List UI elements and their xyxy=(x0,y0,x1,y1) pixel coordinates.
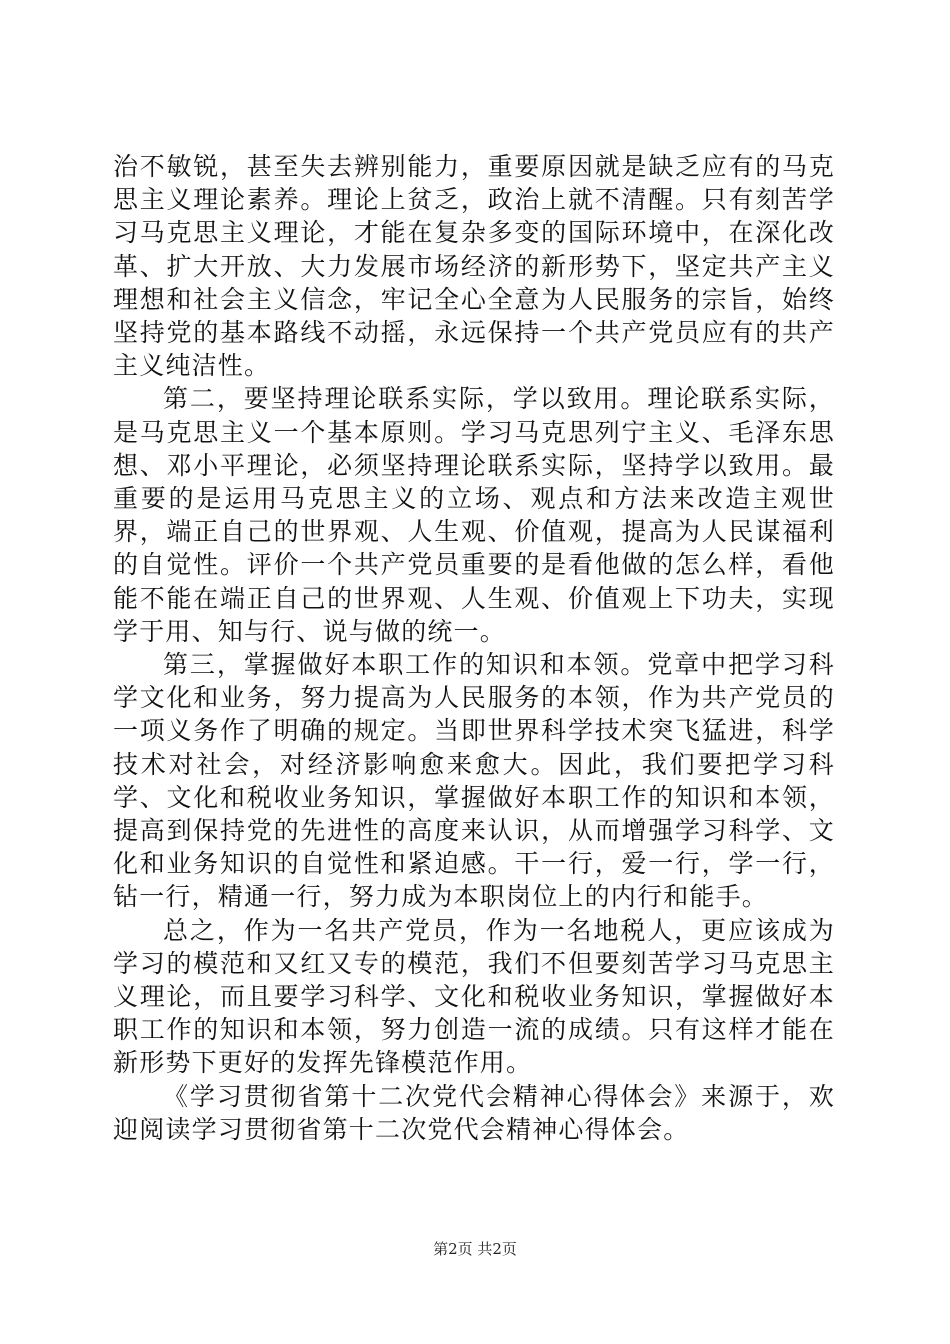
paragraph-2: 第二，要坚持理论联系实际，学以致用。理论联系实际，是马克思主义一个基本原则。学习马克思列宁主义、毛泽东思想、邓小平理论，必须坚持理论联系实际，坚持学以致用。最重要的是运用马克思主义的立场、观点和方法来改造主观世界，端正自己的世界观、人生观、价值观，提高为人民谋福利的自觉性。评价一个共产党员重要的是看他做的怎么样，看他能不能在端正自己的世界观、人生观、价值观上下功夫，实现学于用、知与行、说与做的统一。 xyxy=(113,384,835,646)
paragraph-1: 治不敏锐，甚至失去辨别能力，重要原因就是缺乏应有的马克思主义理论素养。理论上贫乏，政治上就不清醒。只有刻苦学习马克思主义理论，才能在复杂多变的国际环境中，在深化改革、扩大开放、大力发展市场经济的新形势下，坚定共产主义理想和社会主义信念，牢记全心全意为人民服务的宗旨，始终坚持党的基本路线不动摇，永远保持一个共产党员应有的共产主义纯洁性。 xyxy=(113,152,835,381)
paragraph-5: 《学习贯彻省第十二次党代会精神心得体会》来源于，欢迎阅读学习贯彻省第十二次党代会精神心得体会。 xyxy=(113,1081,835,1144)
paragraph-3: 第三，掌握做好本职工作的知识和本领。党章中把学习科学文化和业务，努力提高为人民服务的本领，作为共产党员的一项义务作了明确的规定。当即世界科学技术突飞猛进，科学技术对社会，对经济影响愈来愈大。因此，我们要把学习科学、文化和税收业务知识，掌握做好本职工作的知识和本领，提高到保持党的先进性的高度来认识，从而增强学习科学、文化和业务知识的自觉性和紧迫感。干一行，爱一行，学一行，钻一行，精通一行，努力成为本职岗位上的内行和能手。 xyxy=(113,650,835,912)
document-body xyxy=(113,150,835,1146)
page-number: 第2页 共2页 xyxy=(433,1240,517,1258)
page-footer xyxy=(0,1239,950,1259)
paragraph-4: 总之，作为一名共产党员，作为一名地税人，更应该成为学习的模范和又红又专的模范，我们不但要刻苦学习马克思主义理论，而且要学习科学、文化和税收业务知识，掌握做好本职工作的知识和本领，努力创造一流的成绩。只有这样才能在新形势下更好的发挥先锋模范作用。 xyxy=(113,915,835,1078)
